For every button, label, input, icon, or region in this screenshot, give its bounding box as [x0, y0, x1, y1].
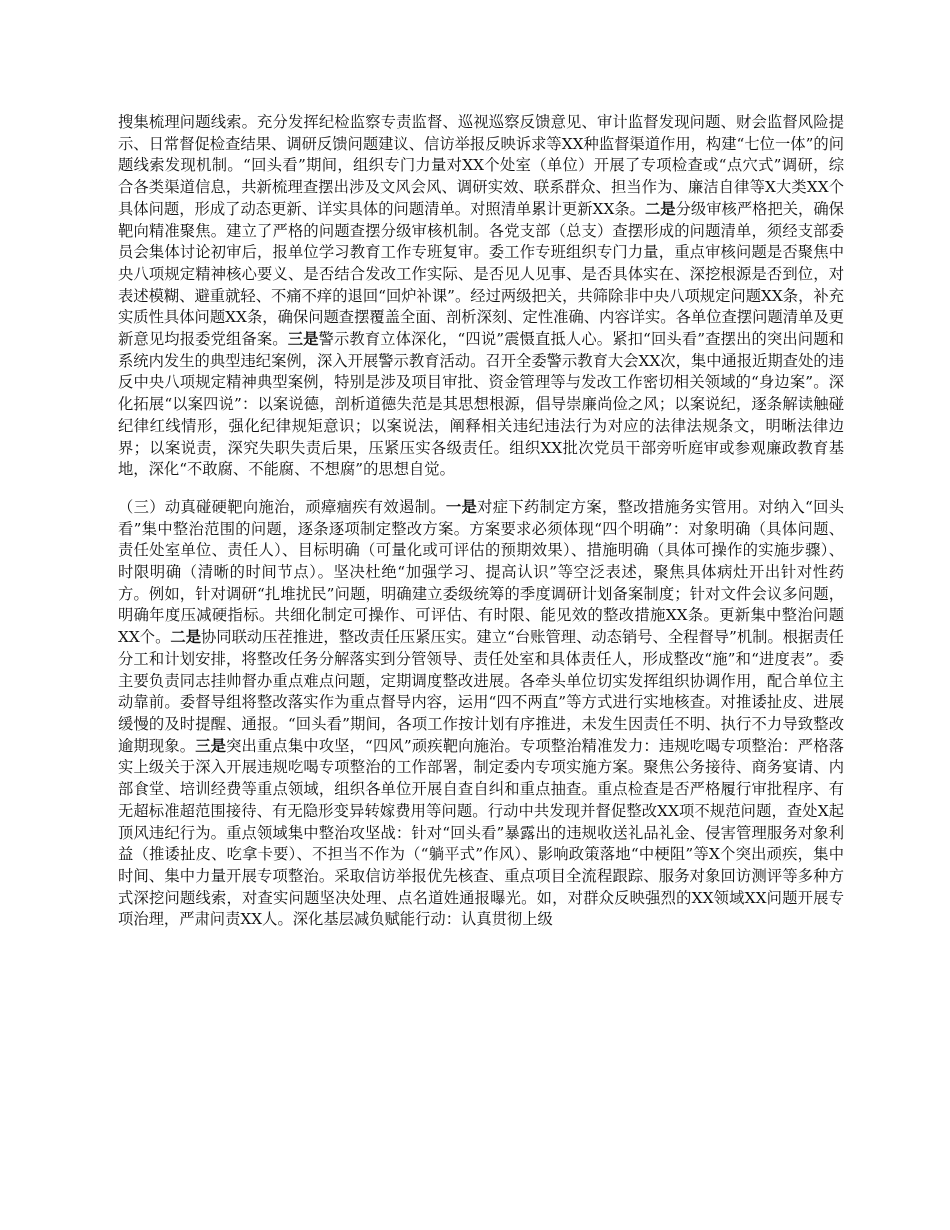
- paragraph-section-three: [118, 497, 844, 931]
- bold-marker-second: 二是: [170, 628, 201, 647]
- bold-marker-first: 一是: [445, 497, 478, 516]
- document-page: [118, 112, 844, 931]
- section-heading: （三）动真碰硬靶向施治，顽瘴痼疾有效遏制。: [118, 497, 446, 516]
- paragraph-inspection-education: [118, 112, 844, 481]
- text-segment: 分级审核严格把关，确保靶向精准聚焦。建立了严格的问题查摆分级审核机制。各党支部（总支）查摆形成的问题清单，须经支部委员会集体讨论初审后，报单位学习教育工作专班复审。委工作专班组织专门力量，重点审核问题是否聚焦中央八项规定精神核心要义、是否结合发改工作实际、是否见人见事、是否具体实在、深挖根源是否到位，对表述模糊、避重就轻、不痛不痒的退回“回炉补课”。经过两级把关，共筛除非中央八项规定问题XX条，补充实质性具体问题XX条，确保问题查摆覆盖全面、剖析深刻、定性准确、内容详实。各单位查摆问题清单及更新意见均报委党组备案。: [118, 199, 844, 349]
- text-segment: 对症下药制定方案，整改措施务实管用。对纳入“回头看”集中整治范围的问题，逐条逐项制定整改方案。方案要求必须体现“四个明确”：对象明确（具体问题、责任处室单位、责任人）、目标明确（可量化或可评估的预期效果）、措施明确（具体可操作的实施步骤）、时限明确（清晰的时间节点）。坚决杜绝“加强学习、提高认识”等空泛表述，聚焦具体病灶开出针对性药方。例如，针对调研“扎堆扰民”问题，明确建立委级统筹的季度调研计划备案制度；针对文件会议多问题，明确年度压减硬指标。共细化制定可操作、可评估、有时限、能见效的整改措施XX条。更新集中整治问题XX个。: [118, 497, 844, 647]
- text-segment: 搜集梳理问题线索。充分发挥纪检监察专责监督、巡视巡察反馈意见、审计监督发现问题、财会监督风险提示、日常督促检查结果、调研反馈问题建议、信访举报反映诉求等XX种监督渠道作用，构建“七位一体”的问题线索发现机制。“回头看”期间，组织专门力量对XX个处室（单位）开展了专项检查或“点穴式”调研，综合各类渠道信息，共新梳理查摆出涉及文风会风、调研实效、联系群众、担当作为、廉洁自律等X大类XX个具体问题，形成了动态更新、详实具体的问题清单。对照清单累计更新XX条。: [118, 113, 844, 218]
- bold-marker-third: 三是: [287, 330, 319, 349]
- bold-marker-third: 三是: [195, 736, 227, 755]
- text-segment: 突出重点集中攻坚，“四风”顽疾靶向施治。专项整治精准发力：违规吃喝专项整治：严格落实上级关于深入开展违规吃喝专项整治的工作部署，制定委内专项实施方案。聚焦公务接待、商务宴请、内部食堂、培训经费等重点领域，组织各单位开展自查自纠和重点抽查。重点检查是否严格履行审批程序、有无超标准超范围接待、有无隐形变异转嫁费用等问题。行动中共发现并督促整改XX项不规范问题，查处X起顶风违纪行为。重点领域集中整治攻坚战：针对“回头看”暴露出的违规收送礼品礼金、侵害管理服务对象利益（推诿扯皮、吃拿卡要）、不担当不作为（“躺平式”作风）、影响政策落地“中梗阻”等X个突出顽疾，集中时间、集中力量开展专项整治。采取信访举报优先核查、重点项目全流程跟踪、服务对象回访测评等多种方式深挖问题线索，对查实问题坚决处理、点名道姓通报曝光。如，对群众反映强烈的XX领域XX问题开展专项治理，严肃问责XX人。深化基层减负赋能行动：认真贯彻上级: [118, 736, 844, 929]
- text-segment: 协同联动压茬推进，整改责任压紧压实。建立“台账管理、动态销号、全程督导”机制。根据责任分工和计划安排，将整改任务分解落实到分管领导、责任处室和具体责任人，形成整改“施”和“进度表”。委主要负责同志挂帅督办重点难点问题，定期调度整改进展。各牵头单位切实发挥组织协调作用，配合单位主动靠前。委督导组将整改落实作为重点督导内容，运用“四不两直”等方式进行实地核查。对推诿扯皮、进展缓慢的及时提醒、通报。“回头看”期间，各项工作按计划有序推进，未发生因责任不明、执行不力导致整改逾期现象。: [118, 628, 844, 755]
- bold-marker-second: 二是: [644, 199, 676, 218]
- text-segment: 警示教育立体深化，“四说”震慑直抵人心。紧扣“回头看”查摆出的突出问题和系统内发生的典型违纪案例，深入开展警示教育活动。召开全委警示教育大会XX次，集中通报近期查处的违反中央八项规定精神典型案例，特别是涉及项目审批、资金管理等与发改工作密切相关领域的“身边案”。深化拓展“以案四说”：以案说德，剖析道德失范是其思想根源，倡导崇廉尚俭之风；以案说纪，逐条解读触碰纪律红线情形，强化纪律规矩意识；以案说法，阐释相关违纪违法行为对应的法律法规条文，明晰法律边界；以案说责，深究失职失责后果，压紧压实各级责任。组织XX批次党员干部旁听庭审或参观廉政教育基地，深化“不敢腐、不能腐、不想腐”的思想自觉。: [118, 330, 844, 479]
